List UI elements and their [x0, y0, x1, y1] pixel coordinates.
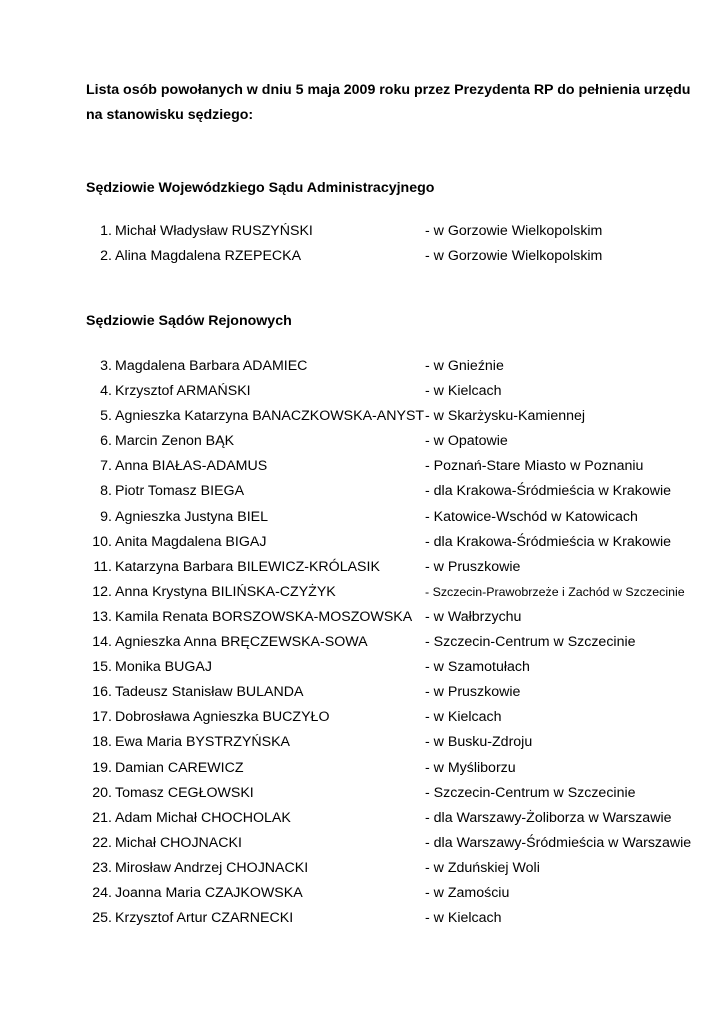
judge-name: Katarzyna Barbara BILEWICZ-KRÓLASIK — [115, 558, 380, 575]
judge-name: Michał Władysław RUSZYŃSKI — [115, 223, 313, 239]
court-location: - Szczecin-Centrum w Szczecinie — [425, 634, 636, 651]
list-item — [0, 758, 724, 783]
court-location: - w Wałbrzychu — [425, 608, 522, 625]
court-location: - w Zduńskiej Woli — [425, 859, 540, 876]
list-item — [0, 481, 724, 506]
item-number: 20. — [92, 784, 112, 801]
item-number: 24. — [92, 884, 112, 901]
item-number: 1. — [100, 223, 112, 239]
item-number: 15. — [92, 659, 112, 676]
document-intro — [86, 78, 722, 128]
list-item — [0, 507, 724, 532]
judge-name: Adam Michał CHOCHOLAK — [115, 809, 291, 826]
item-number: 10. — [92, 533, 112, 550]
intro-line-2: na stanowisku sędziego: — [86, 107, 254, 123]
court-location: - w Zamościu — [425, 884, 510, 901]
list-item — [0, 607, 724, 632]
item-number: 11. — [93, 558, 112, 575]
item-number: 8. — [100, 483, 112, 500]
judges-list-district — [0, 356, 724, 933]
item-number: 3. — [100, 358, 112, 374]
court-location: - w Myśliborzu — [425, 759, 516, 776]
item-number: 23. — [92, 859, 112, 876]
list-item — [0, 833, 724, 858]
item-number: 5. — [100, 408, 112, 425]
judge-name: Joanna Maria CZAJKOWSKA — [115, 884, 303, 901]
item-number: 18. — [92, 734, 112, 751]
court-location: - dla Krakowa-Śródmieścia w Krakowie — [425, 483, 672, 500]
item-number: 21. — [92, 809, 112, 826]
list-item — [0, 557, 724, 582]
judge-name: Magdalena Barbara ADAMIEC — [115, 358, 308, 374]
item-number: 13. — [92, 608, 112, 625]
list-item — [0, 532, 724, 557]
list-item — [0, 732, 724, 757]
list-item — [0, 783, 724, 808]
judge-name: Agnieszka Katarzyna BANACZKOWSKA-ANYST — [115, 408, 425, 425]
list-item — [0, 356, 724, 381]
intro-line-1: Lista osób powołanych w dniu 5 maja 2009 roku przez Prezydenta RP do pełnienia urzędu — [86, 82, 691, 98]
judge-name: Marcin Zenon BĄK — [115, 433, 235, 450]
item-number: 19. — [92, 759, 112, 776]
court-location: - Katowice-Wschód w Katowicach — [425, 508, 638, 525]
item-number: 16. — [92, 684, 112, 701]
judge-name: Agnieszka Anna BRĘCZEWSKA-SOWA — [115, 634, 368, 651]
judge-name: Ewa Maria BYSTRZYŃSKA — [115, 734, 291, 751]
item-number: 12. — [92, 583, 112, 600]
judge-name: Anita Magdalena BIGAJ — [115, 533, 267, 550]
judge-name: Damian CAREWICZ — [115, 759, 244, 776]
item-number: 22. — [92, 834, 112, 851]
section-heading-administrative-court: Sędziowie Wojewódzkiego Sądu Administracyjnego — [86, 180, 435, 196]
judge-name: Michał CHOJNACKI — [115, 834, 242, 851]
court-location: - w Gorzowie Wielkopolskim — [425, 223, 603, 239]
list-item — [0, 908, 724, 933]
item-number: 25. — [92, 910, 112, 927]
item-number: 4. — [100, 383, 112, 400]
judge-name: Anna Krystyna BILIŃSKA-CZYŻYK — [115, 583, 336, 600]
list-item — [0, 707, 724, 732]
item-number: 7. — [100, 458, 112, 475]
judge-name: Kamila Renata BORSZOWSKA-MOSZOWSKA — [115, 608, 413, 625]
list-item — [0, 431, 724, 456]
court-location: - w Gnieźnie — [425, 358, 504, 374]
judge-name: Krzysztof ARMAŃSKI — [115, 383, 251, 400]
list-item — [0, 406, 724, 431]
judge-name: Alina Magdalena RZEPECKA — [115, 248, 302, 265]
judge-name: Krzysztof Artur CZARNECKI — [115, 910, 294, 927]
judge-name: Piotr Tomasz BIEGA — [115, 483, 245, 500]
list-item — [0, 632, 724, 657]
judge-name: Mirosław Andrzej CHOJNACKI — [115, 859, 309, 876]
list-item — [0, 657, 724, 682]
list-item — [0, 582, 724, 607]
judge-name: Tadeusz Stanisław BULANDA — [115, 684, 304, 701]
item-number: 14. — [92, 634, 112, 651]
court-location: - w Kielcach — [425, 910, 502, 927]
judges-list-administrative — [0, 221, 724, 271]
judge-name: Anna BIAŁAS-ADAMUS — [115, 458, 268, 475]
list-item — [0, 381, 724, 406]
judge-name: Dobrosława Agnieszka BUCZYŁO — [115, 709, 330, 726]
list-item — [0, 246, 724, 271]
judge-name: Monika BUGAJ — [115, 659, 212, 676]
court-location: - w Busku-Zdroju — [425, 734, 533, 751]
list-item — [0, 883, 724, 908]
court-location: - w Pruszkowie — [425, 684, 521, 701]
court-location: - w Szamotułach — [425, 659, 530, 676]
court-location: - Poznań-Stare Miasto w Poznaniu — [425, 458, 644, 475]
list-item — [0, 221, 724, 246]
item-number: 17. — [92, 709, 112, 726]
court-location: - w Pruszkowie — [425, 558, 521, 575]
list-item — [0, 808, 724, 833]
court-location: - w Opatowie — [425, 433, 508, 450]
court-location: - dla Warszawy-Żoliborza w Warszawie — [425, 809, 672, 826]
court-location: - Szczecin-Centrum w Szczecinie — [425, 784, 636, 801]
section-heading-district-courts: Sędziowie Sądów Rejonowych — [86, 313, 292, 329]
court-location: - w Kielcach — [425, 709, 502, 726]
list-item — [0, 858, 724, 883]
court-location: - w Gorzowie Wielkopolskim — [425, 248, 603, 265]
list-item — [0, 682, 724, 707]
list-item — [0, 456, 724, 481]
court-location: - dla Warszawy-Śródmieścia w Warszawie — [425, 834, 692, 851]
court-location: - Szczecin-Prawobrzeże i Zachód w Szczecinie — [425, 584, 685, 599]
judge-name: Tomasz CEGŁOWSKI — [115, 784, 254, 801]
judge-name: Agnieszka Justyna BIEL — [115, 508, 268, 525]
court-location: - w Kielcach — [425, 383, 502, 400]
court-location: - w Skarżysku-Kamiennej — [425, 408, 586, 425]
item-number: 2. — [100, 248, 112, 265]
court-location: - dla Krakowa-Śródmieścia w Krakowie — [425, 533, 672, 550]
item-number: 6. — [100, 433, 112, 450]
item-number: 9. — [100, 508, 112, 525]
